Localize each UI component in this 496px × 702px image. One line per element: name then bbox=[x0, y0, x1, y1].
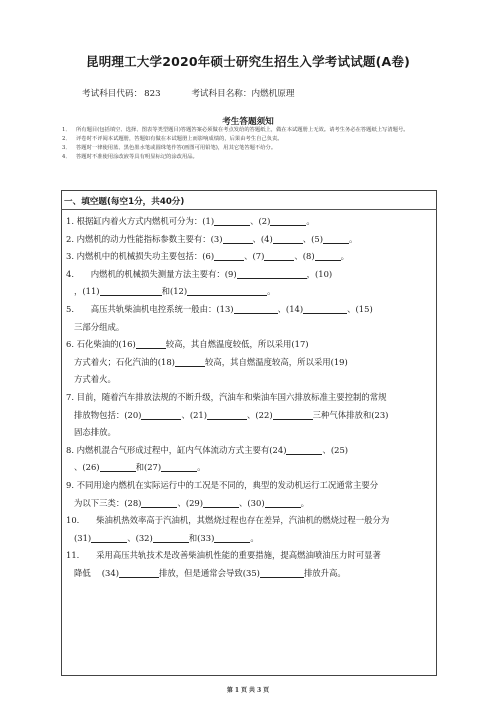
answer-blank bbox=[270, 215, 306, 226]
subject-name-label: 考试科目名称： bbox=[191, 89, 252, 99]
answer-blank bbox=[323, 233, 349, 244]
question-5: 5. 高压共轨柴油机电控系统一般由：(13) 、(14) 、(15) bbox=[66, 303, 373, 314]
question-list bbox=[66, 213, 432, 582]
answer-blank bbox=[141, 497, 177, 508]
notice-item: 2． 评卷时不评阅本试题册，答题如有做在本试题册上而影响成绩的，后果由考生自己负责。 bbox=[62, 136, 283, 142]
answer-blank bbox=[100, 461, 136, 472]
question-10: 10. 柴油机热效率高于汽油机，其燃烧过程也存在差异，汽油机的燃烧过程一般分为 bbox=[66, 515, 390, 526]
answer-blank bbox=[237, 268, 307, 279]
answer-blank bbox=[187, 285, 267, 296]
answer-blank bbox=[264, 250, 294, 261]
question-7: 7. 目前，随着汽车排放法规的不断升级，汽油车和柴油车国六排放标准主要控制的常规 bbox=[66, 391, 387, 402]
question-8: 8. 内燃机混合气形成过程中，缸内气体流动方式主要有(24) 、(25) bbox=[66, 444, 349, 455]
answer-blank bbox=[260, 567, 304, 578]
subject-code-label: 考试科目代码： bbox=[82, 89, 143, 99]
question-7-cont2: 固态排放。 bbox=[74, 427, 116, 438]
question-4-cont: ，(11) 和(12) 。 bbox=[74, 286, 276, 297]
question-11-cont: 降低 (34) 排放，但是通常会导致(35) 排放升高。 bbox=[74, 567, 346, 578]
question-9: 9. 不同用途内燃机在实际运行中的工况是不同的，典型的发动机运行工况通常主要分 bbox=[66, 479, 379, 490]
answer-blank bbox=[91, 532, 127, 543]
section-heading: 一、填空题(每空1分，共40分) bbox=[64, 197, 185, 207]
question-6-cont2: 方式着火。 bbox=[74, 374, 116, 385]
answer-blank bbox=[175, 356, 205, 367]
section-divider bbox=[61, 209, 437, 210]
answer-blank bbox=[161, 461, 197, 472]
question-7-cont: 排放物包括：(20) 、(21) 、(22) 三种气体排放和(23) bbox=[74, 409, 389, 420]
answer-blank bbox=[273, 233, 303, 244]
notice-list bbox=[62, 126, 462, 162]
subject-code: 823 bbox=[144, 89, 161, 99]
subject-name: 内燃机原理 bbox=[251, 89, 295, 99]
notice-item: 4． 答题时不准使用涂改液等具有明显标记的涂改用品。 bbox=[62, 154, 198, 160]
answer-blank bbox=[214, 250, 244, 261]
answer-blank bbox=[136, 338, 166, 349]
exam-title: 昆明理工大学2020年硕士研究生招生入学考试试题(A卷) bbox=[86, 54, 410, 69]
question-5-cont: 三部分组成。 bbox=[74, 321, 125, 332]
answer-blank bbox=[303, 303, 347, 314]
answer-blank bbox=[153, 532, 189, 543]
answer-blank bbox=[214, 215, 250, 226]
question-1: 1. 根据缸内着火方式内燃机可分为：(1) 、(2) 。 bbox=[66, 216, 315, 226]
answer-blank bbox=[286, 444, 322, 455]
notice-title: 考生答题须知 bbox=[222, 117, 274, 127]
answer-blank bbox=[273, 409, 313, 420]
question-6-cont: 方式着火；石化汽油的(18) 较高，其自燃温度较高，所以采用(19) bbox=[74, 356, 348, 367]
answer-blank bbox=[100, 285, 162, 296]
answer-blank bbox=[119, 567, 159, 578]
answer-blank bbox=[234, 303, 278, 314]
question-10-cont: (31) 、(32) 和(33) 。 bbox=[74, 532, 259, 543]
answer-blank bbox=[141, 409, 181, 420]
question-6: 6. 石化柴油的(16) 较高，其自燃温度较低，所以采用(17) bbox=[66, 339, 309, 350]
answer-blank bbox=[214, 532, 250, 543]
page-footer: 第 1 页 共 3 页 bbox=[226, 687, 270, 694]
question-9-cont: 为以下三类：(28) 、(29) 、(30) 。 bbox=[74, 497, 309, 508]
answer-blank bbox=[223, 233, 253, 244]
notice-item: 1． 所有题目(包括填空、选择、图表等类型题目)答题答案必须做在考点发给的答题纸上，做在本试题册上无效。请考生务必在答题纸上写清题号。 bbox=[62, 127, 409, 133]
question-3: 3. 内燃机中的机械损失功主要包括：(6) 、(7) 、(8) 。 bbox=[66, 251, 350, 262]
answer-blank bbox=[207, 409, 247, 420]
subject-line bbox=[82, 87, 294, 99]
answer-blank bbox=[315, 250, 341, 261]
notice-item: 3． 答题时一律使用蓝、黑色墨水笔或圆珠笔作答(画图可用铅笔)，用其它笔答题不给分。 bbox=[62, 145, 277, 151]
question-11: 11. 采用高压共轨技术是改善柴油机性能的重要措施，提高燃油喷油压力时可显著 bbox=[66, 550, 381, 561]
question-4: 4. 内燃机的机械损失测量方法主要有：(9) ，(10) bbox=[66, 268, 333, 279]
answer-blank bbox=[265, 497, 301, 508]
answer-blank bbox=[203, 497, 239, 508]
question-2: 2. 内燃机的动力性能指标参数主要有：(3) 、(4) 、(5) 。 bbox=[66, 233, 358, 244]
question-8-cont: 、(26) 和(27) 。 bbox=[74, 462, 206, 473]
